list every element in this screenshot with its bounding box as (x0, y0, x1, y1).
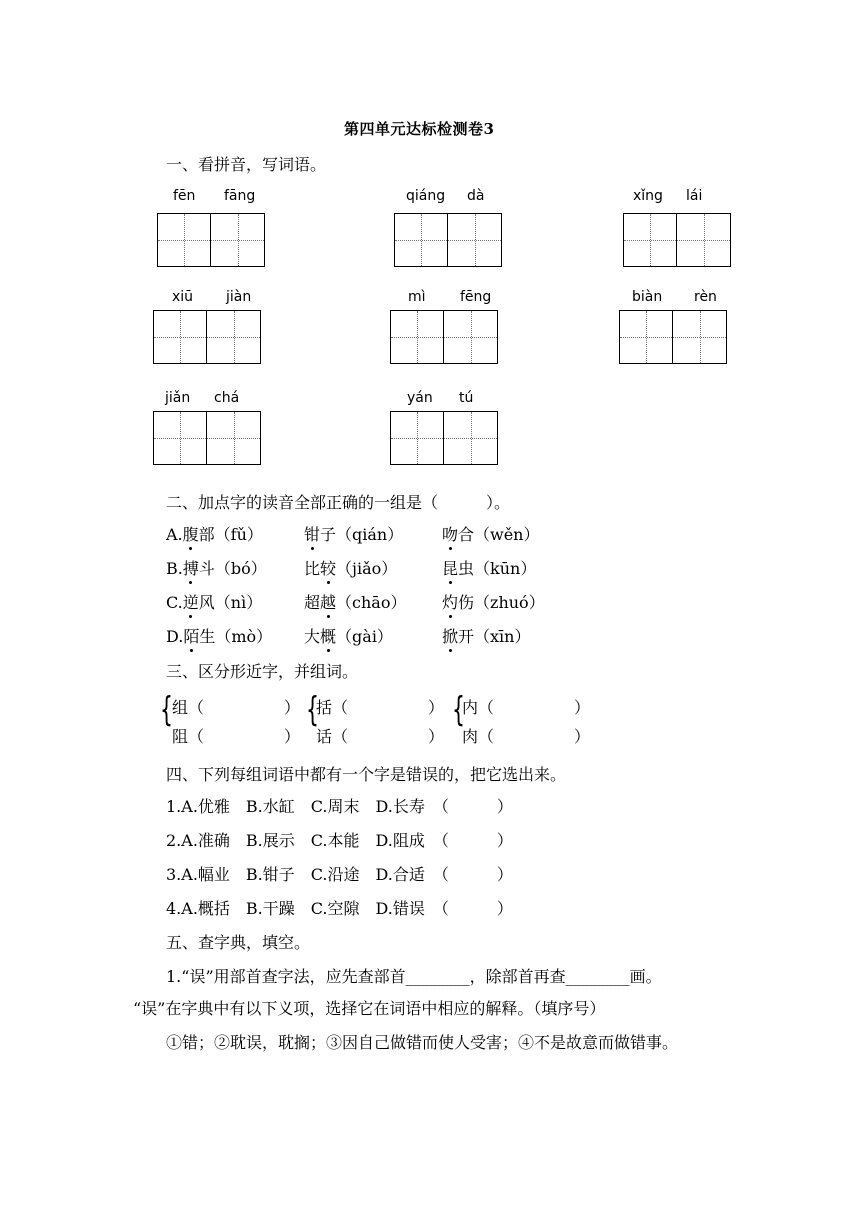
pinyin: mì (408, 289, 426, 305)
section-1-heading: 一、看拼音，写词语。 (166, 155, 327, 174)
question-row: 3.A.幅业 B.钳子 C.沿途 D.合适 （ ） (166, 865, 513, 884)
char-group-1-a[interactable]: 组（ ） (172, 698, 301, 717)
char-group-1-b[interactable]: 阻（ ） (172, 727, 301, 746)
pinyin: rèn (694, 289, 717, 305)
pinyin: fāng (224, 188, 256, 204)
writing-grid[interactable] (390, 310, 498, 364)
pinyin: chá (214, 390, 240, 406)
option-row-a-2: 钳子（qián） (304, 522, 403, 545)
pinyin: jiàn (226, 289, 252, 305)
pinyin: xiū (172, 289, 194, 305)
question-row: 1.A.优雅 B.水缸 C.周末 D.长寿 （ ） (166, 797, 513, 816)
char-group-3-b[interactable]: 肉（ ） (462, 727, 591, 746)
writing-grid[interactable] (153, 411, 261, 465)
option-row-b-3: 昆虫（kūn） (442, 556, 536, 579)
pinyin: dà (467, 188, 485, 204)
writing-grid[interactable] (157, 213, 265, 267)
option-row-c-2: 超越（chāo） (304, 590, 406, 613)
brace-icon: { (452, 690, 465, 730)
section-4-heading: 四、下列每组词语中都有一个字是错误的，把它选出来。 (166, 765, 567, 784)
char-group-2-a[interactable]: 括（ ） (316, 698, 445, 717)
pinyin: yán (407, 390, 433, 406)
section-2-heading: 二、加点字的读音全部正确的一组是（ ）。 (166, 493, 511, 512)
writing-grid[interactable] (619, 310, 727, 364)
brace-icon: { (160, 690, 173, 730)
section-3-heading: 三、区分形近字，并组词。 (166, 662, 359, 681)
option-row-a: A.腹部（fǔ） (166, 522, 263, 545)
char-group-3-a[interactable]: 内（ ） (462, 698, 591, 717)
option-row-c-3: 灼伤（zhuó） (442, 590, 545, 613)
pinyin: biàn (632, 289, 663, 305)
pinyin: lái (686, 188, 703, 204)
pinyin: qiáng (406, 188, 446, 204)
pinyin: fēn (173, 188, 196, 204)
option-row-a-3: 吻合（wěn） (442, 522, 540, 545)
option-row-b-2: 比较（jiǎo） (304, 556, 397, 579)
definition-list: ①错；②耽误，耽搁；③因自己做错而使人受害；④不是故意而做错事。 (166, 1033, 679, 1052)
writing-grid[interactable] (394, 213, 502, 267)
option-row-d-3: 掀开（xīn） (442, 624, 530, 647)
writing-grid[interactable] (153, 310, 261, 364)
question-row: 4.A.概括 B.干躁 C.空隙 D.错误 （ ） (166, 899, 513, 918)
option-row-c: C.逆风（nì） (166, 590, 262, 613)
dictionary-instruction: “误”在字典中有以下义项，选择它在词语中相应的解释。（填序号） (133, 999, 606, 1018)
pinyin: fēng (460, 289, 492, 305)
question-row: 2.A.准确 B.展示 C.本能 D.阻成 （ ） (166, 831, 513, 850)
option-row-b: B.搏斗（bó） (166, 556, 267, 579)
brace-icon: { (306, 690, 319, 730)
dictionary-question: 1.“误”用部首查字法，应先查部首________，除部首再查________画。 (166, 967, 662, 986)
writing-grid[interactable] (623, 213, 731, 267)
writing-grid[interactable] (390, 411, 498, 465)
char-group-2-b[interactable]: 话（ ） (316, 727, 445, 746)
page-title: 第四单元达标检测卷3 (344, 120, 495, 138)
option-row-d-2: 大概（gài） (304, 624, 393, 647)
section-5-heading: 五、查字典，填空。 (166, 933, 311, 952)
pinyin: xǐng (633, 188, 663, 204)
option-row-d: D.陌生（mò） (166, 624, 272, 647)
pinyin: tú (459, 390, 474, 406)
pinyin: jiǎn (165, 390, 191, 406)
